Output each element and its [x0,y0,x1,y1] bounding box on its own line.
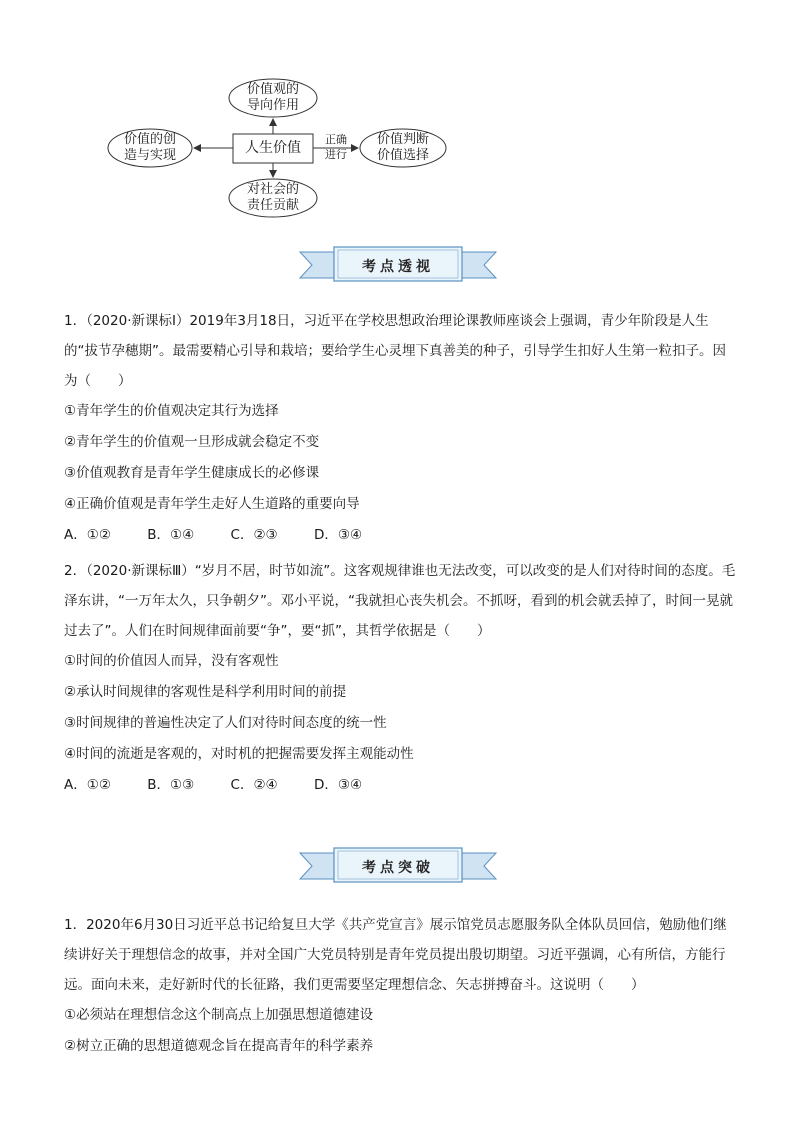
question-1-2 [64,556,738,801]
option-2: ②树立正确的思想道德观念旨在提高青年的科学素养 [64,1038,374,1054]
option-3: ③价值观教育是青年学生健康成长的必修课 [64,465,320,481]
node-creation: 价值的创 造与实现 [123,132,176,163]
edge-label: 正确 进行 [325,133,347,161]
choice-d: D．③④ [313,527,363,543]
option-1: ①必须站在理想信念这个制高点上加强思想道德建设 [64,1007,374,1023]
banner-title: 考点突破 [362,860,434,876]
option-3: ③时间规律的普遍性决定了人们对待时间态度的统一性 [64,715,387,731]
answer-choices [64,520,738,551]
option-4: ④正确价值观是青年学生走好人生道路的重要向导 [64,496,360,512]
question-1-1 [64,306,738,551]
banner-title: 考点透视 [362,259,434,275]
answer-choices [64,770,738,801]
node-center: 人生价值 [245,140,301,156]
node-guidance: 价值观的 导向作用 [246,82,299,113]
choice-b: B．①④ [147,527,195,543]
choice-a: A．①② [64,777,111,793]
question-2-1 [64,910,738,1062]
section-banner-perspective [298,244,498,286]
option-2: ②青年学生的价值观一旦形成就会稳定不变 [64,434,320,450]
question-stem: 1．（2020·新课标Ⅰ）2019年3月18日，习近平在学校思想政治理论课教师座谈会上强调，青少年阶段是人生的“拔节孕穗期”。最需要精心引导和栽培；要给学生心灵埋下真善美的种子，引导学生扣好人生第一粒扣子。因为（ ） [64,313,726,389]
option-4: ④时间的流逝是客观的，对时机的把握需要发挥主观能动性 [64,746,414,762]
option-1: ①青年学生的价值观决定其行为选择 [64,403,279,419]
node-judgment: 价值判断 价值选择 [376,132,429,163]
choice-a: A．①② [64,527,111,543]
section-banner-breakthrough [298,845,498,887]
concept-diagram [100,78,460,218]
question-stem: 2．（2020·新课标Ⅲ）“岁月不居，时节如流”。这客观规律谁也无法改变，可以改变的是人们对待时间的态度。毛泽东讲，“一万年太久，只争朝夕”。邓小平说，“我就担心丧失机会。不抓呀，看到的机会就丢掉了，时间一晃就过去了”。人们在时间规律面前要“争”，要“抓”，其哲学依据是（ ） [64,563,736,639]
question-stem: 1．2020年6月30日习近平总书记给复旦大学《共产党宣言》展示馆党员志愿服务队全体队员回信，勉励他们继续讲好关于理想信念的故事，并对全国广大党员特别是青年党员提出殷切期望。习近平强调，心有所信，方能行远。面向未来，走好新时代的长征路，我们更需要坚定理想信念、矢志拼搏奋斗。这说明（ ） [64,917,727,993]
choice-d: D．③④ [313,777,363,793]
node-contribution: 对社会的 责任贡献 [246,182,299,213]
option-2: ②承认时间规律的客观性是科学利用时间的前提 [64,684,347,700]
option-1: ①时间的价值因人而异，没有客观性 [64,653,279,669]
choice-c: C．②③ [230,527,278,543]
choice-c: C．②④ [230,777,278,793]
choice-b: B．①③ [147,777,195,793]
